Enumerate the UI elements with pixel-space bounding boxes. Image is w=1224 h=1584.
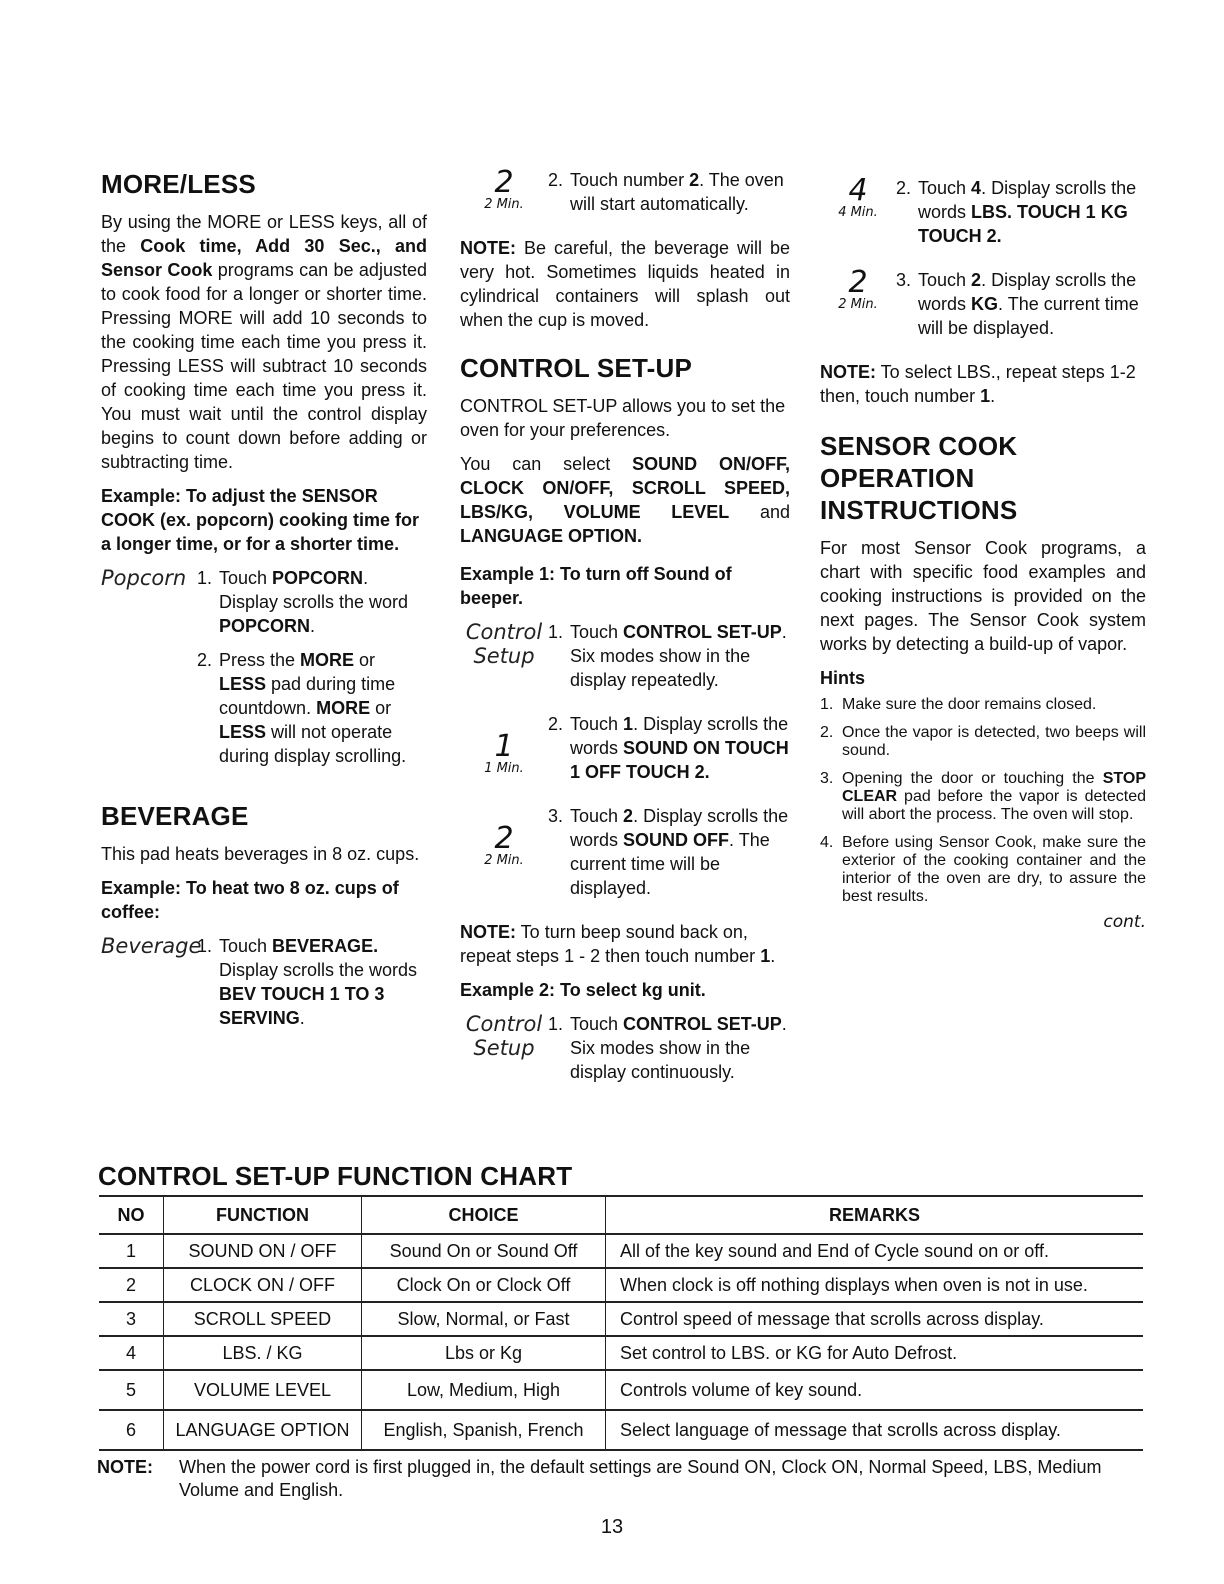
control-setup-example-1: Example 1: To turn off Sound of beeper. <box>460 564 732 608</box>
control-setup-e1-step-2: 2. Touch 1. Display scrolls the words SOUND ON TOUCH 1 OFF TOUCH 2. <box>548 714 789 782</box>
beverage-intro: This pad heats beverages in 8 oz. cups. <box>101 844 420 864</box>
popcorn-instruction <box>101 566 427 778</box>
header-function: FUNCTION <box>164 1196 362 1234</box>
control-setup-e2-step-1: 1. Touch CONTROL SET-UP. Six modes show in the display continuously. <box>548 1014 787 1082</box>
control-setup-heading: CONTROL SET-UP <box>460 353 693 383</box>
cell-no: 2 <box>99 1268 164 1302</box>
beverage-instruction <box>101 934 427 1040</box>
cell-remarks: Select language of message that scrolls across display. <box>606 1410 1144 1450</box>
cell-no: 4 <box>99 1336 164 1370</box>
beverage-step-1: 1. Touch BEVERAGE. Display scrolls the words BEV TOUCH 1 TO 3 SERVING. <box>197 936 418 1028</box>
column-1 <box>101 168 427 1050</box>
cell-no: 3 <box>99 1302 164 1336</box>
table-row <box>99 1234 1143 1268</box>
more-less-intro: By using the MORE or LESS keys, all of the Cook time, Add 30 Sec., and Sensor Cook programs can be adjusted to cook food for a longer or shorter time. Pressing MORE will add 10 seconds to the cooking time each time you press it. Pressing LESS will subtract 10 seconds of cooking time each time you press it. You must wait until the control display begins to count down before adding or subtracting time. <box>101 212 428 472</box>
cell-choice: Lbs or Kg <box>362 1336 606 1370</box>
cell-no: 6 <box>99 1410 164 1450</box>
control-setup-intro: CONTROL SET-UP allows you to set the oven for your preferences. <box>460 396 786 440</box>
table-row <box>99 1370 1143 1410</box>
control-setup-e2-step-3: 3. Touch 2. Display scrolls the words KG. The current time will be displayed. <box>896 270 1139 338</box>
chart-note <box>97 1456 1147 1502</box>
popcorn-step-1: 1. Touch POPCORN. Display scrolls the word POPCORN. <box>197 568 409 636</box>
cell-function: LBS. / KG <box>164 1336 362 1370</box>
beverage-example: Example: To heat two 8 oz. cups of coffee: <box>101 878 399 922</box>
cell-no: 1 <box>99 1234 164 1268</box>
beverage-step-2-block <box>460 165 790 226</box>
control-setup-e1-step-3: 3. Touch 2. Display scrolls the words SOUND OFF. The current time will be displayed. <box>548 806 789 898</box>
cell-function: LANGUAGE OPTION <box>164 1410 362 1450</box>
control-setup-example-2: Example 2: To select kg unit. <box>460 980 706 1000</box>
hint-4: 4. Before using Sensor Cook, make sure the exterior of the cooking container and the interior of the oven are dry, to assure the best results. <box>820 834 1146 905</box>
cell-choice: Sound On or Sound Off <box>362 1234 606 1268</box>
control-setup-e1-step-2-block <box>460 712 790 794</box>
page-number: 13 <box>600 1516 624 1538</box>
table-row <box>99 1302 1143 1336</box>
cell-remarks: Controls volume of key sound. <box>606 1370 1144 1410</box>
control-setup-e1-step-3-block <box>460 804 790 910</box>
cell-choice: English, Spanish, French <box>362 1410 606 1450</box>
control-setup-options: You can select SOUND ON/OFF, CLOCK ON/OFF, SCROLL SPEED, LBS/KG, VOLUME LEVEL and LANGUAGE OPTION. <box>460 454 790 546</box>
number-2-key: 2 2 Min. <box>484 821 524 868</box>
hint-2: 2. Once the vapor is detected, two beeps will sound. <box>820 724 1146 759</box>
cell-choice: Low, Medium, High <box>362 1370 606 1410</box>
hints-list <box>820 696 1146 906</box>
more-less-heading: MORE/LESS <box>101 169 256 199</box>
chart-heading: CONTROL SET-UP FUNCTION CHART <box>98 1161 573 1191</box>
control-setup-e2-step-2-block <box>820 173 1146 258</box>
control-setup-key-label: Control Setup <box>465 1012 543 1060</box>
more-less-example: Example: To adjust the SENSOR COOK (ex. popcorn) cooking time for a longer time, or for a shorter time. <box>101 486 420 554</box>
hint-3: 3. Opening the door or touching the STOP CLEAR pad before the vapor is detected will abort the process. The oven will stop. <box>820 770 1146 823</box>
header-no: NO <box>99 1196 164 1234</box>
number-2-key: 2 2 Min. <box>838 265 878 312</box>
beverage-step-2: 2. Touch number 2. The oven will start automatically. <box>548 170 784 214</box>
control-setup-e1-step-1: 1. Touch CONTROL SET-UP. Six modes show in the display repeatedly. <box>548 622 787 690</box>
header-choice: CHOICE <box>362 1196 606 1234</box>
control-setup-e2-step-2: 2. Touch 4. Display scrolls the words LBS. TOUCH 1 KG TOUCH 2. <box>896 178 1137 246</box>
beverage-heading: BEVERAGE <box>101 801 249 831</box>
cell-function: SCROLL SPEED <box>164 1302 362 1336</box>
popcorn-step-2: 2. Press the MORE or LESS pad during time countdown. MORE or LESS will not operate during display scrolling. <box>197 650 407 766</box>
cell-remarks: Control speed of message that scrolls across display. <box>606 1302 1144 1336</box>
popcorn-key-label: Popcorn <box>101 566 187 590</box>
hint-1: 1. Make sure the door remains closed. <box>820 696 1097 713</box>
control-setup-e2-step-3-block <box>820 265 1146 350</box>
control-setup-note-2: NOTE: To select LBS., repeat steps 1-2 then, touch number 1. <box>820 362 1136 406</box>
cell-choice: Slow, Normal, or Fast <box>362 1302 606 1336</box>
beverage-key-label: Beverage <box>101 934 202 958</box>
cell-function: VOLUME LEVEL <box>164 1370 362 1410</box>
continued-label: cont. <box>1103 912 1146 932</box>
number-2-key: 2 2 Min. <box>484 165 524 212</box>
beverage-note: NOTE: Be careful, the beverage will be very hot. Sometimes liquids heated in cylindrical containers will splash out when the cup is moved. <box>460 238 790 330</box>
cell-choice: Clock On or Clock Off <box>362 1268 606 1302</box>
chart-note-text: When the power cord is first plugged in, the default settings are Sound ON, Clock ON, Normal Speed, LBS, Medium Volume and English. <box>179 1457 1102 1500</box>
header-remarks: REMARKS <box>606 1196 1144 1234</box>
table-row <box>99 1410 1143 1450</box>
hints-label: Hints <box>820 668 865 688</box>
chart-note-label: NOTE: <box>97 1457 153 1477</box>
table-row <box>99 1268 1143 1302</box>
cell-function: SOUND ON / OFF <box>164 1234 362 1268</box>
control-setup-e1-step-1-block <box>460 620 790 702</box>
number-1-key: 1 1 Min. <box>484 729 524 776</box>
sensor-cook-heading: SENSOR COOK OPERATION INSTRUCTIONS <box>820 431 1018 525</box>
table-header-row <box>99 1196 1143 1234</box>
control-setup-key-label: Control Setup <box>465 620 543 668</box>
control-setup-note-1: NOTE: To turn beep sound back on, repeat steps 1 - 2 then touch number 1. <box>460 922 776 966</box>
cell-remarks: When clock is off nothing displays when oven is not in use. <box>606 1268 1144 1302</box>
cell-function: CLOCK ON / OFF <box>164 1268 362 1302</box>
column-2 <box>460 165 790 1104</box>
table-row <box>99 1336 1143 1370</box>
number-4-key: 4 4 Min. <box>838 173 878 220</box>
cell-remarks: All of the key sound and End of Cycle sound on or off. <box>606 1234 1144 1268</box>
function-chart-table <box>99 1195 1143 1451</box>
sensor-cook-intro: For most Sensor Cook programs, a chart with specific food examples and cooking instructions is provided on the next pages. The Sensor Cook system works by detecting a build-up of vapor. <box>820 538 1146 654</box>
column-3 <box>820 173 1146 932</box>
cell-remarks: Set control to LBS. or KG for Auto Defrost. <box>606 1336 1144 1370</box>
control-setup-e2-step-1-block <box>460 1012 790 1094</box>
cell-no: 5 <box>99 1370 164 1410</box>
